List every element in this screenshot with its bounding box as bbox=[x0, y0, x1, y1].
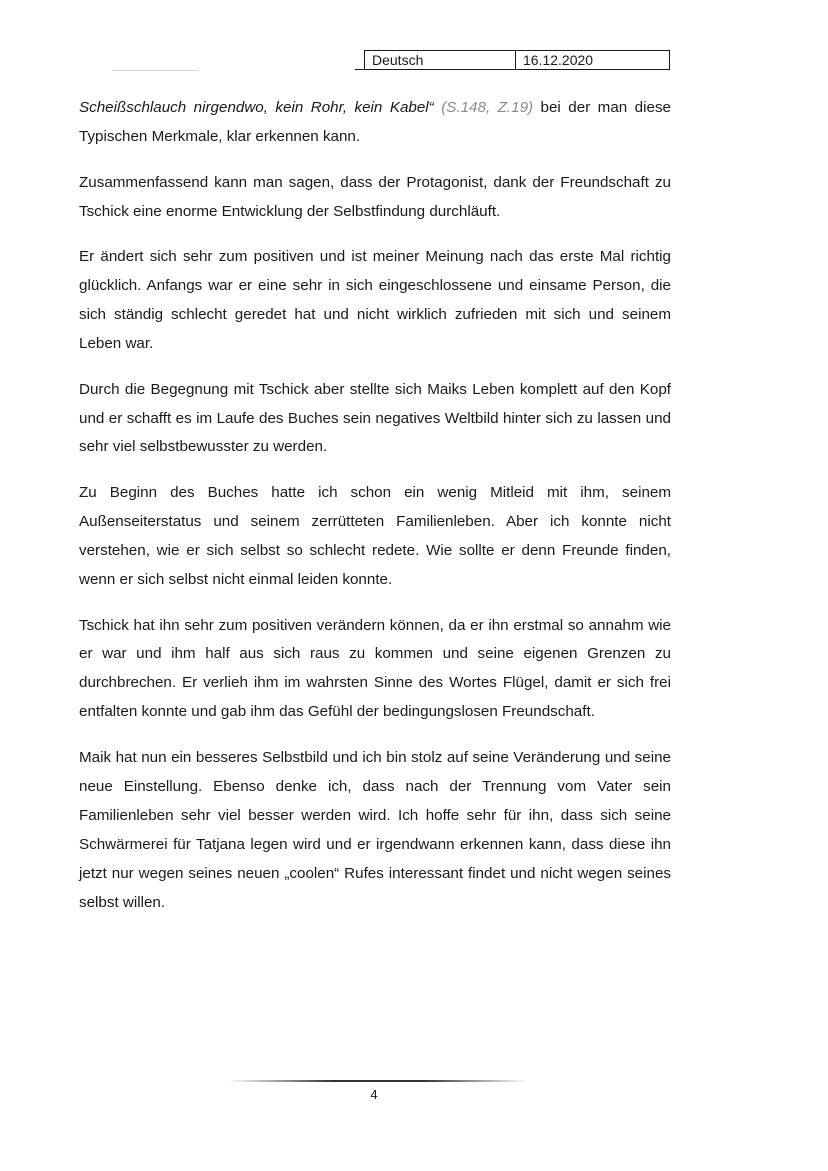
paragraph-5: Zu Beginn des Buches hatte ich schon ein wenig Mitleid mit ihm, seinem Außenseiterstatus und seinem zerrütteten Familienleben. Aber ich konnte nicht verstehen, wie er sich selbst so schlecht redete. Wie sollte er denn Freunde finden, wenn er sich selbst nicht einmal leiden konnte. bbox=[79, 484, 671, 588]
header-faint-line bbox=[112, 70, 198, 71]
paragraph-1 bbox=[79, 94, 671, 152]
header-table bbox=[355, 50, 670, 70]
paragraph-7: Maik hat nun ein besseres Selbstbild und ich bin stolz auf seine Veränderung und seine neue Einstellung. Ebenso denke ich, dass nach der Trennung vom Vater sein Familienleben sehr viel besser werden wird. Ich hoffe sehr für ihn, dass sich seine Schwärmerei für Tatjana legen wird und er irgendwann erkennen kann, dass diese ihn jetzt nur wegen seines neuen „coolen“ Rufes interessant findet und nicht wegen seines selbst willen. bbox=[79, 749, 671, 911]
footer-divider bbox=[228, 1080, 528, 1082]
document-body bbox=[79, 94, 671, 934]
page-number: 4 bbox=[370, 1087, 378, 1102]
header-date: 16.12.2020 bbox=[516, 51, 670, 70]
paragraph-6: Tschick hat ihn sehr zum positiven verändern können, da er ihn erstmal so annahm wie er war und ihm half aus sich raus zu kommen und seine eigenen Grenzen zu durchbrechen. Er verlieh ihm im wahrsten Sinne des Wortes Flügel, damit er sich frei entfalten konnte und gab ihm das Gefühl der bedingungslosen Freundschaft. bbox=[79, 616, 671, 721]
header-blank-cell bbox=[355, 51, 365, 70]
header-subject: Deutsch bbox=[365, 51, 516, 70]
citation: (S.148, Z.19) bbox=[441, 99, 534, 116]
paragraph-4: Durch die Begegnung mit Tschick aber stellte sich Maiks Leben komplett auf den Kopf und er schafft es im Laufe des Buches sein negatives Weltbild hinter sich zu lassen und sehr viel selbstbewusster zu werden. bbox=[79, 380, 671, 456]
quote-text: Scheißschlauch nirgendwo, kein Rohr, kein Kabel“ bbox=[79, 99, 434, 116]
paragraph-3: Er ändert sich sehr zum positiven und ist meiner Meinung nach das erste Mal richtig glücklich. Anfangs war er eine sehr in sich eingeschlossene und einsame Person, die sich ständig schlecht geredet hat und nicht wirklich zufrieden mit sich und seinem Leben war. bbox=[79, 248, 671, 352]
paragraph-2: Zusammenfassend kann man sagen, dass der Protagonist, dank der Freundschaft zu Tschick eine enorme Entwicklung der Selbstfindung durchläuft. bbox=[79, 173, 671, 220]
paragraph-1-text: bei der man diese Typischen Merkmale, klar erkennen kann. bbox=[79, 99, 671, 145]
